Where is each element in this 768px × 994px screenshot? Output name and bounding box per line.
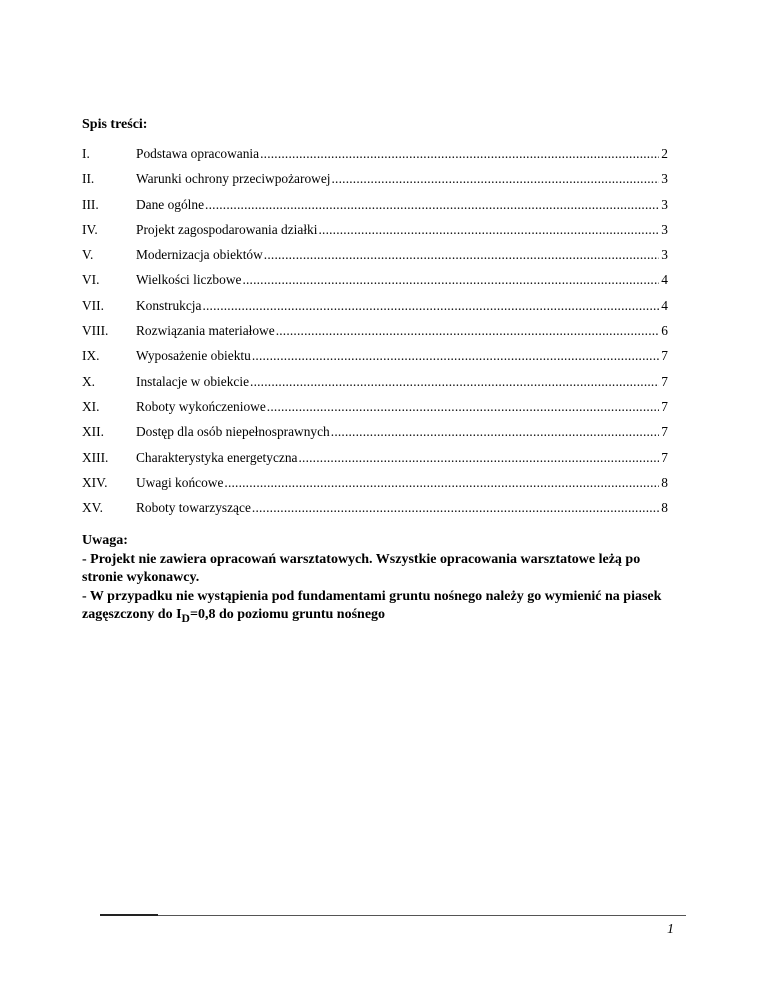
toc-dot-leader [252,346,659,366]
toc-entry-title: Roboty wykończeniowe [136,398,266,414]
toc-entry-number: IX. [82,348,100,364]
toc-dot-leader [224,473,659,493]
toc-entry-title: Wyposażenie obiektu [136,348,251,364]
toc-entry-title: Projekt zagospodarowania działki [136,221,318,237]
toc-entry[interactable] [82,296,668,321]
toc-entry-title: Instalacje w obiekcie [136,373,250,389]
toc-dot-leader [264,245,660,265]
note-line-foundation-text: - W przypadku nie wystąpienia pod fundamentami gruntu nośnego należy go wymienić na piasek zagęszczony do I [82,588,662,622]
toc-entry-title: Dostęp dla osób niepełnosprawnych [136,424,330,440]
toc-entry[interactable] [82,144,668,169]
toc-entry-number: IV. [82,221,98,237]
footer-divider-accent [100,914,158,916]
note-line-foundation-end: =0,8 do poziomu gruntu nośnego [189,607,386,622]
toc-entry-number: VI. [82,272,100,288]
toc-entry-page: 3 [661,196,668,212]
toc-dot-leader [332,169,660,189]
note-block [82,532,682,628]
toc-dot-leader [242,270,659,290]
toc-dot-leader [250,372,659,392]
toc-entry-number: I. [82,146,90,161]
toc-entry-number: VIII. [82,323,109,339]
toc-entry[interactable] [82,473,668,498]
toc-dot-leader [252,498,659,518]
toc-dot-leader [318,220,659,240]
toc-entry[interactable] [82,498,668,523]
toc-entry-page: 3 [661,247,668,263]
toc-entry-page: 8 [661,474,668,490]
toc-entry-page: 6 [661,323,668,339]
note-heading: Uwaga: [82,533,128,548]
toc-entry-page: 7 [661,373,668,389]
toc-dot-leader [298,448,659,468]
note-line-foundation [82,588,682,629]
toc-entry[interactable] [82,220,668,245]
note-subscript: D [181,611,190,625]
toc-entry-page: 2 [661,146,668,161]
toc-entry[interactable] [82,245,668,270]
toc-entry[interactable] [82,169,668,194]
toc-entry-title: Rozwiązania materiałowe [136,323,275,339]
toc-entry-number: XIII. [82,449,109,465]
toc-dot-leader [276,321,660,341]
toc-dot-leader [267,397,660,417]
toc-entry-title: Modernizacja obiektów [136,247,263,263]
toc-entry-number: II. [82,171,95,187]
footer-divider [100,915,686,916]
toc-entry-page: 4 [661,272,668,288]
toc-entry-page: 7 [661,348,668,364]
toc-dot-leader [331,422,660,442]
page-number: 1 [667,922,674,937]
note-line-workshop: - Projekt nie zawiera opracowań warsztatowych. Wszystkie opracowania warsztatowe leżą po stronie wykonawcy. [82,551,641,585]
toc-entry-page: 7 [661,424,668,440]
toc-entry-number: XIV. [82,474,108,490]
toc-entry[interactable] [82,346,668,371]
toc-entry-number: XII. [82,424,104,440]
toc-entry-title: Warunki ochrony przeciwpożarowej [136,171,331,187]
toc-entry-title: Roboty towarzyszące [136,500,251,516]
toc-entry[interactable] [82,397,668,422]
toc-entry-title: Dane ogólne [136,196,205,212]
toc-entry-page: 3 [661,221,668,237]
toc-entry-title: Charakterystyka energetyczna [136,449,298,465]
toc-title: Spis treści: [82,117,148,132]
toc-entry-title: Podstawa opracowania [136,146,260,161]
toc-entry-number: III. [82,196,99,212]
toc-entry-page: 8 [661,500,668,516]
toc-entry-title: Uwagi końcowe [136,474,224,490]
toc-entry-page: 7 [661,398,668,414]
table-of-contents [82,144,668,523]
toc-entry-page: 4 [661,297,668,313]
toc-entry-number: VII. [82,297,104,313]
toc-entry-number: XI. [82,398,100,414]
toc-entry-number: X. [82,373,96,389]
toc-dot-leader [260,144,659,164]
toc-entry-title: Wielkości liczbowe [136,272,242,288]
toc-entry[interactable] [82,372,668,397]
toc-entry-number: XV. [82,500,103,516]
toc-entry[interactable] [82,195,668,220]
toc-dot-leader [202,296,659,316]
toc-entry-title: Konstrukcja [136,297,202,313]
toc-entry[interactable] [82,270,668,295]
toc-entry[interactable] [82,321,668,346]
toc-entry-page: 3 [661,171,668,187]
toc-entry-page: 7 [661,449,668,465]
toc-entry[interactable] [82,448,668,473]
toc-dot-leader [205,195,659,215]
toc-entry-number: V. [82,247,94,263]
toc-entry[interactable] [82,422,668,447]
